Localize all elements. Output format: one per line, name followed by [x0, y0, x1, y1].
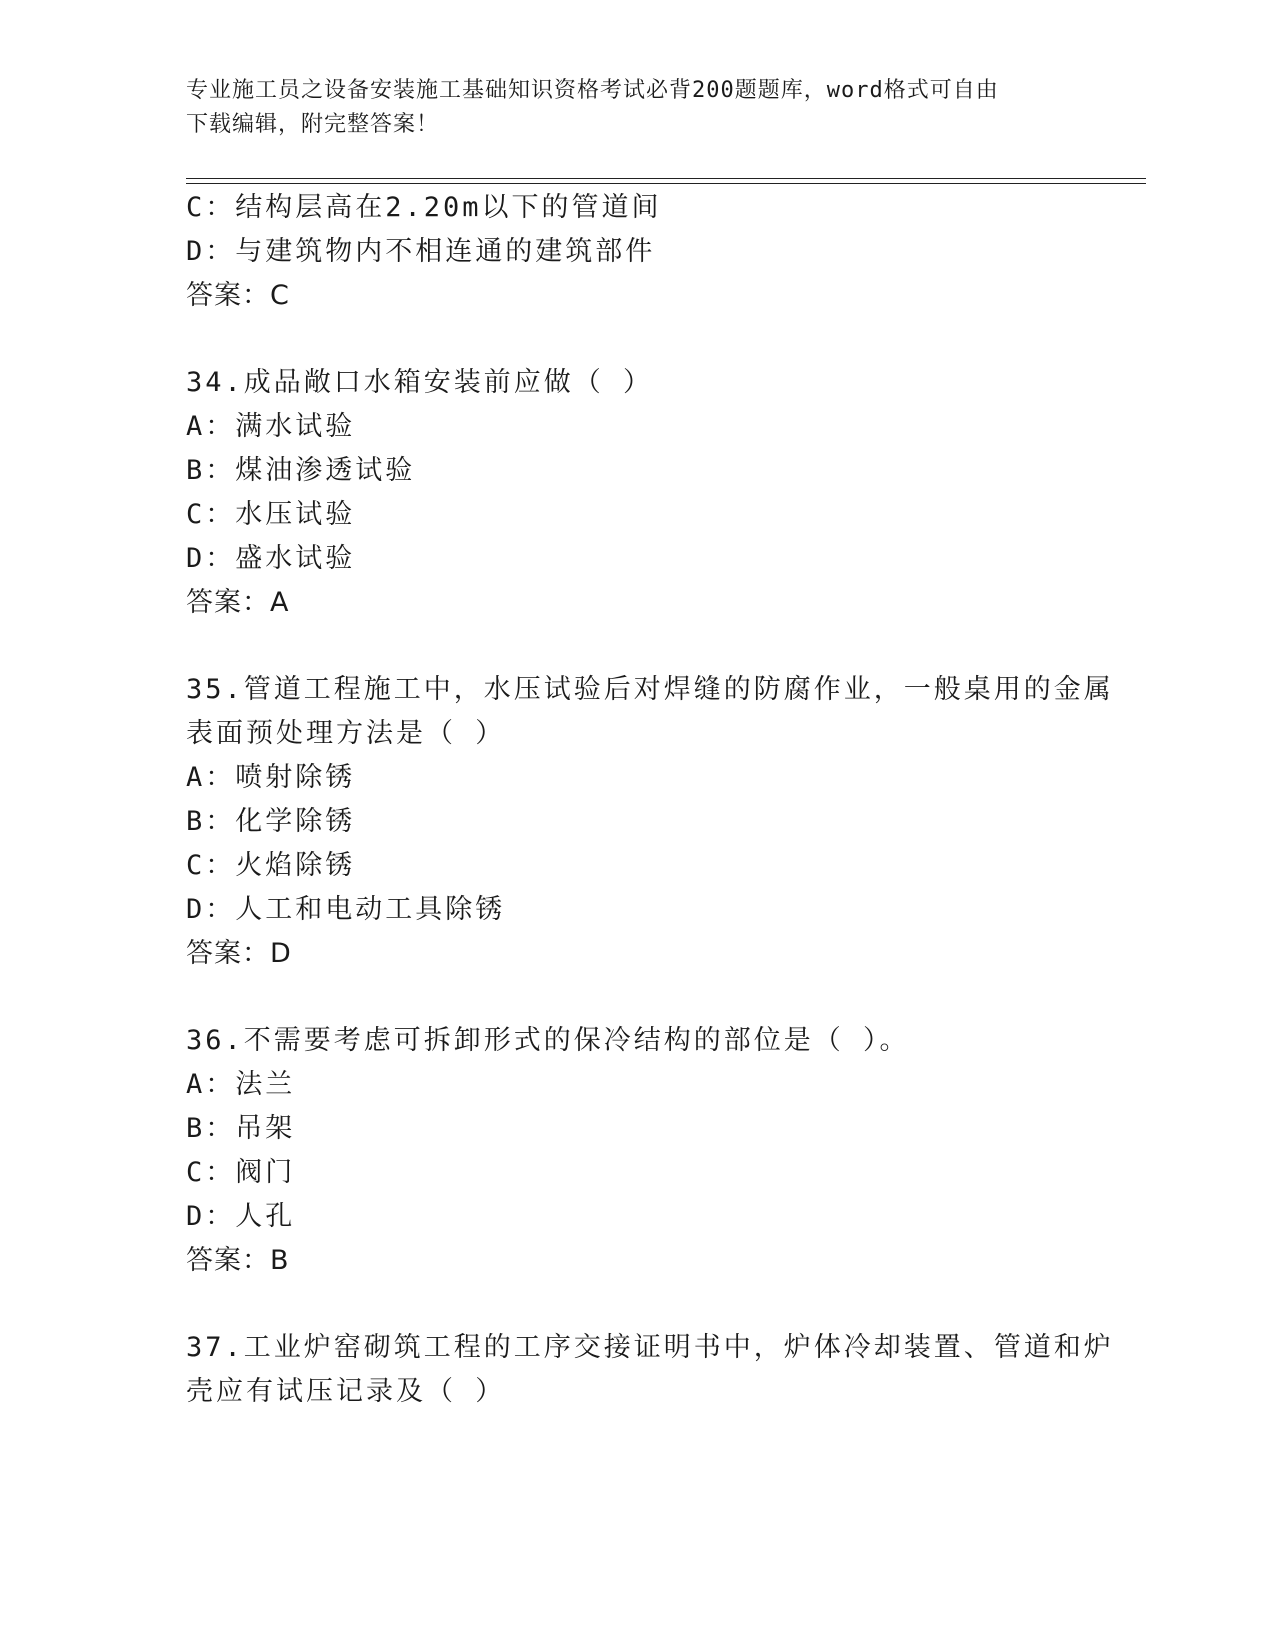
q35-question-line-1: 35.管道工程施工中，水压试验后对焊缝的防腐作业，一般桌用的金属 — [186, 674, 1114, 705]
q35-option-d: D：人工和电动工具除锈 — [186, 894, 506, 925]
q36-option-d: D：人孔 — [186, 1201, 296, 1232]
q35-answer: 答案：D — [186, 938, 292, 969]
q34-option-a: A：满水试验 — [186, 411, 356, 442]
q35-question-line-2: 表面预处理方法是（ ） — [186, 718, 506, 749]
q33-option-c: C：结构层高在2.20m以下的管道间 — [186, 192, 662, 223]
q33-answer: 答案：C — [186, 280, 290, 311]
q36-option-c: C：阀门 — [186, 1157, 296, 1188]
q33-option-d: D：与建筑物内不相连通的建筑部件 — [186, 236, 656, 267]
q36-question: 36.不需要考虑可拆卸形式的保冷结构的部位是（ ）。 — [186, 1025, 910, 1056]
q36-option-b: B：吊架 — [186, 1113, 296, 1144]
q34-answer: 答案：A — [186, 587, 290, 618]
q34-option-d: D：盛水试验 — [186, 543, 356, 574]
document-header — [186, 74, 1066, 142]
q36-answer: 答案：B — [186, 1245, 290, 1276]
header-line-2: 下载编辑，附完整答案！ — [186, 112, 440, 137]
q35-option-c: C：火焰除锈 — [186, 850, 356, 881]
header-line-1: 专业施工员之设备安装施工基础知识资格考试必背200题题库，word格式可自由 — [186, 78, 999, 103]
q37-question-line-1: 37.工业炉窑砌筑工程的工序交接证明书中，炉体冷却装置、管道和炉 — [186, 1332, 1114, 1363]
q37-question-line-2: 壳应有试压记录及（ ） — [186, 1376, 506, 1407]
q34-question: 34.成品敞口水箱安装前应做（ ） — [186, 367, 654, 398]
q34-option-c: C：水压试验 — [186, 499, 356, 530]
q35-option-a: A：喷射除锈 — [186, 762, 356, 793]
q36-option-a: A：法兰 — [186, 1069, 296, 1100]
header-rule-bottom — [186, 183, 1146, 184]
header-rule-top — [186, 178, 1146, 179]
q35-option-b: B：化学除锈 — [186, 806, 356, 837]
q34-option-b: B：煤油渗透试验 — [186, 455, 416, 486]
